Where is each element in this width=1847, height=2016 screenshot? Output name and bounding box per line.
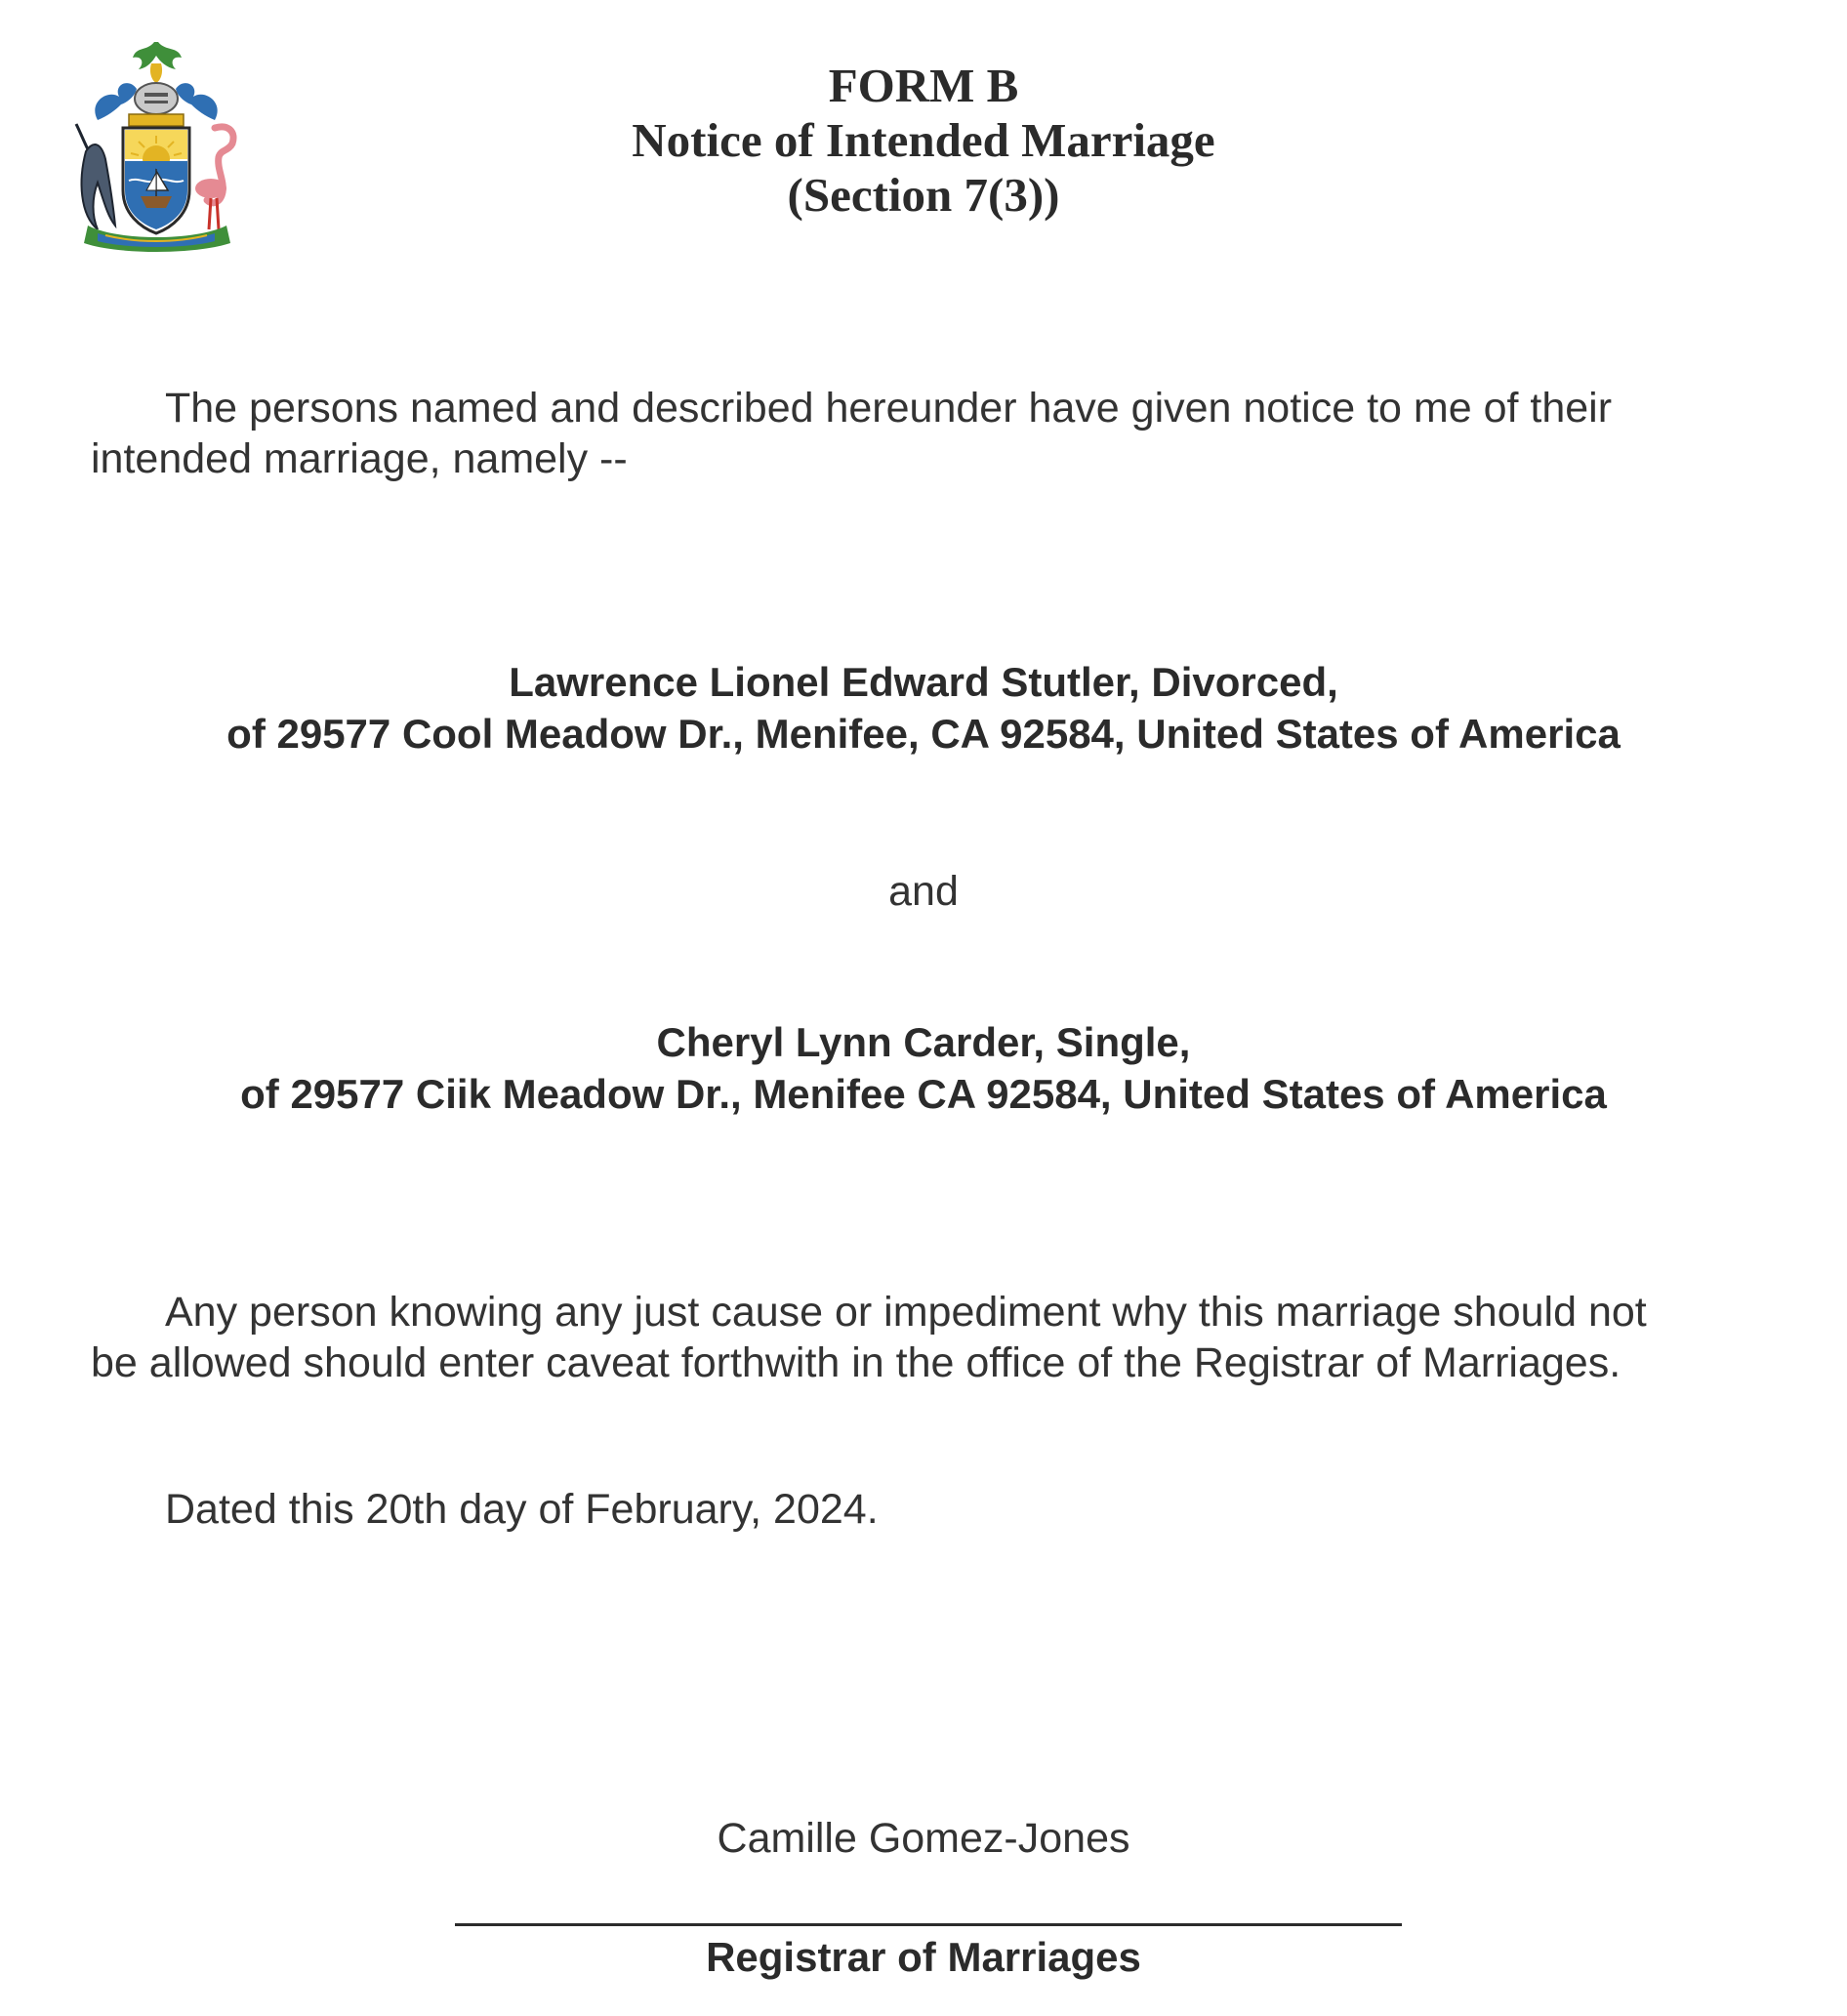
intro-line-1: The persons named and described hereunder have given notice to me of their [165, 385, 1613, 432]
party-1-name-line: Lawrence Lionel Edward Stutler, Divorced, [509, 659, 1338, 705]
party-2-name-line: Cheryl Lynn Carder, Single, [656, 1019, 1191, 1065]
registrar-title: Registrar of Marriages [706, 1934, 1141, 1980]
dated-paragraph [91, 1484, 1770, 1535]
document-title: Notice of Intended Marriage [632, 113, 1215, 167]
party-1-address-line: of 29577 Cool Meadow Dr., Menifee, CA 92584, United States of America [226, 711, 1621, 757]
dated-line: Dated this 20th day of February, 2024. [165, 1486, 879, 1533]
form-label: FORM B [828, 59, 1019, 112]
caveat-line-2: be allowed should enter caveat forthwith in the office of the Registrar of Marriages. [91, 1339, 1621, 1386]
registrar-name: Camille Gomez-Jones [717, 1815, 1130, 1862]
conjunction-text: and [888, 868, 959, 915]
caveat-line-1: Any person knowing any just cause or impediment why this marriage should not [165, 1289, 1647, 1336]
intro-paragraph [91, 383, 1770, 484]
intro-line-2: intended marriage, namely -- [91, 435, 628, 482]
signature-line [455, 1923, 1402, 1926]
section-reference: (Section 7(3)) [787, 168, 1060, 222]
party-2-address-line: of 29577 Ciik Meadow Dr., Menifee CA 92584, United States of America [240, 1071, 1607, 1117]
caveat-paragraph [91, 1287, 1770, 1388]
